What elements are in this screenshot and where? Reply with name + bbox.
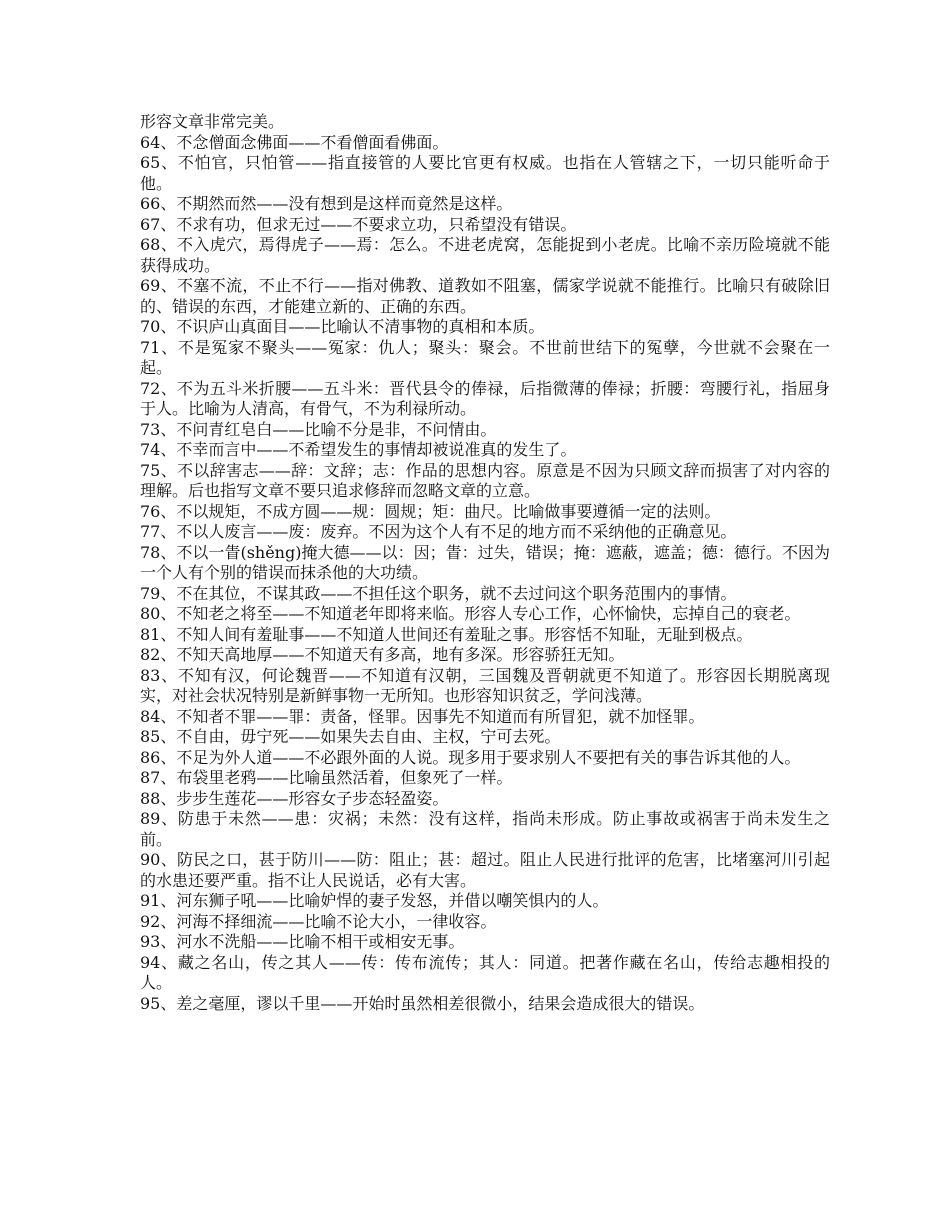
idiom-entry-68: 68、不入虎穴，焉得虎子——焉：怎么。不进老虎窝，怎能捉到小老虎。比喻不亲历险境就不能获得成功。 xyxy=(140,235,830,275)
idiom-entry-88: 88、步步生莲花——形容女子步态轻盈姿。 xyxy=(140,788,449,808)
idiom-entry-78: 78、不以一眚(shěng)掩大德——以：因；眚：过失，错误；掩：遮蔽，遮盖；德：德行。不因为一个人有个别的错误而抹杀他的大功绩。 xyxy=(140,542,830,582)
idiom-entry-73: 73、不问青红皂白——比喻不分是非，不问情由。 xyxy=(140,419,497,439)
idiom-entry-95: 95、差之毫厘，谬以千里——开始时虽然相差很微小，结果会造成很大的错误。 xyxy=(140,993,705,1013)
entry-continuation: 形容文章非常完美。 xyxy=(140,112,285,131)
idiom-entry-83: 83、不知有汉，何论魏晋——不知道有汉朝，三国魏及晋朝就更不知道了。形容因长期脱离现实，对社会状况特别是新鲜事物一无所知。也形容知识贫乏，学问浅薄。 xyxy=(140,665,830,705)
idiom-entry-74: 74、不幸而言中——不希望发生的事情却被说准真的发生了。 xyxy=(140,440,577,459)
document-body xyxy=(140,112,830,1014)
idiom-entry-85: 85、不自由，毋宁死——如果失去自由、主权，宁可去死。 xyxy=(140,727,561,746)
idiom-entry-84: 84、不知者不罪——罪：责备，怪罪。因事先不知道而有所冒犯，就不加怪罪。 xyxy=(140,706,705,726)
idiom-entry-87: 87、布袋里老鸦——比喻虽然活着，但象死了一样。 xyxy=(140,768,513,787)
idiom-entry-81: 81、不知人间有羞耻事——不知道人世间还有羞耻之事。形容恬不知耻，无耻到极点。 xyxy=(140,624,753,644)
idiom-entry-92: 92、河海不择细流——比喻不论大小，一律收容。 xyxy=(140,911,497,931)
idiom-entry-86: 86、不足为外人道——不必跟外面的人说。现多用于要求别人不要把有关的事告诉其他的人。 xyxy=(140,747,801,767)
idiom-entry-76: 76、不以规矩，不成方圆——规：圆规；矩：曲尺。比喻做事要遵循一定的法则。 xyxy=(140,501,721,521)
idiom-entry-90: 90、防民之口，甚于防川——防：阻止；甚：超过。阻止人民进行批评的危害，比堵塞河川引起的水患还要严重。指不让人民说话，必有大害。 xyxy=(140,850,830,890)
idiom-entry-72: 72、不为五斗米折腰——五斗米：晋代县令的俸禄，后指微薄的俸禄；折腰：弯腰行礼，指屈身于人。比喻为人清高，有骨气，不为利禄所动。 xyxy=(140,378,830,418)
idiom-entry-82: 82、不知天高地厚——不知道天有多高，地有多深。形容骄狂无知。 xyxy=(140,645,625,664)
idiom-entry-66: 66、不期然而然——没有想到是这样而竟然是这样。 xyxy=(140,194,513,213)
idiom-entry-94: 94、藏之名山，传之其人——传：传布流传；其人：同道。把著作藏在名山，传给志趣相投的人。 xyxy=(140,952,830,992)
idiom-entry-80: 80、不知老之将至——不知道老年即将来临。形容人专心工作，心怀愉快，忘掉自己的衰老。 xyxy=(140,604,801,623)
idiom-entry-67: 67、不求有功，但求无过——不要求立功，只希望没有错误。 xyxy=(140,214,577,234)
idiom-entry-93: 93、河水不洗船——比喻不相干或相安无事。 xyxy=(140,932,465,951)
idiom-entry-65: 65、不怕官，只怕管——指直接管的人要比官更有权威。也指在人管辖之下，一切只能听命于他。 xyxy=(140,153,830,193)
idiom-entry-91: 91、河东狮子吼——比喻妒悍的妻子发怒，并借以嘲笑惧内的人。 xyxy=(140,891,609,910)
idiom-entry-89: 89、防患于未然——患：灾祸；未然：没有这样，指尚未形成。防止事故或祸害于尚未发生之前。 xyxy=(140,809,830,849)
idiom-entry-77: 77、不以人废言——废：废弃。不因为这个人有不足的地方而不采纳他的正确意见。 xyxy=(140,522,737,541)
idiom-entry-69: 69、不塞不流，不止不行——指对佛教、道教如不阻塞，儒家学说就不能推行。比喻只有破除旧的、错误的东西，才能建立新的、正确的东西。 xyxy=(140,276,830,316)
idiom-entry-79: 79、不在其位，不谋其政——不担任这个职务，就不去过问这个职务范围内的事情。 xyxy=(140,583,737,603)
idiom-entry-70: 70、不识庐山真面目——比喻认不清事物的真相和本质。 xyxy=(140,317,545,336)
idiom-entry-75: 75、不以辞害志——辞：文辞；志：作品的思想内容。原意是不因为只顾文辞而损害了对内容的理解。后也指写文章不要只追求修辞而忽略文章的立意。 xyxy=(140,460,830,500)
idiom-entry-71: 71、不是冤家不聚头——冤家：仇人；聚头：聚会。不世前世结下的冤孽，今世就不会聚在一起。 xyxy=(140,337,830,377)
idiom-entry-64: 64、不念僧面念佛面——不看僧面看佛面。 xyxy=(140,132,449,152)
